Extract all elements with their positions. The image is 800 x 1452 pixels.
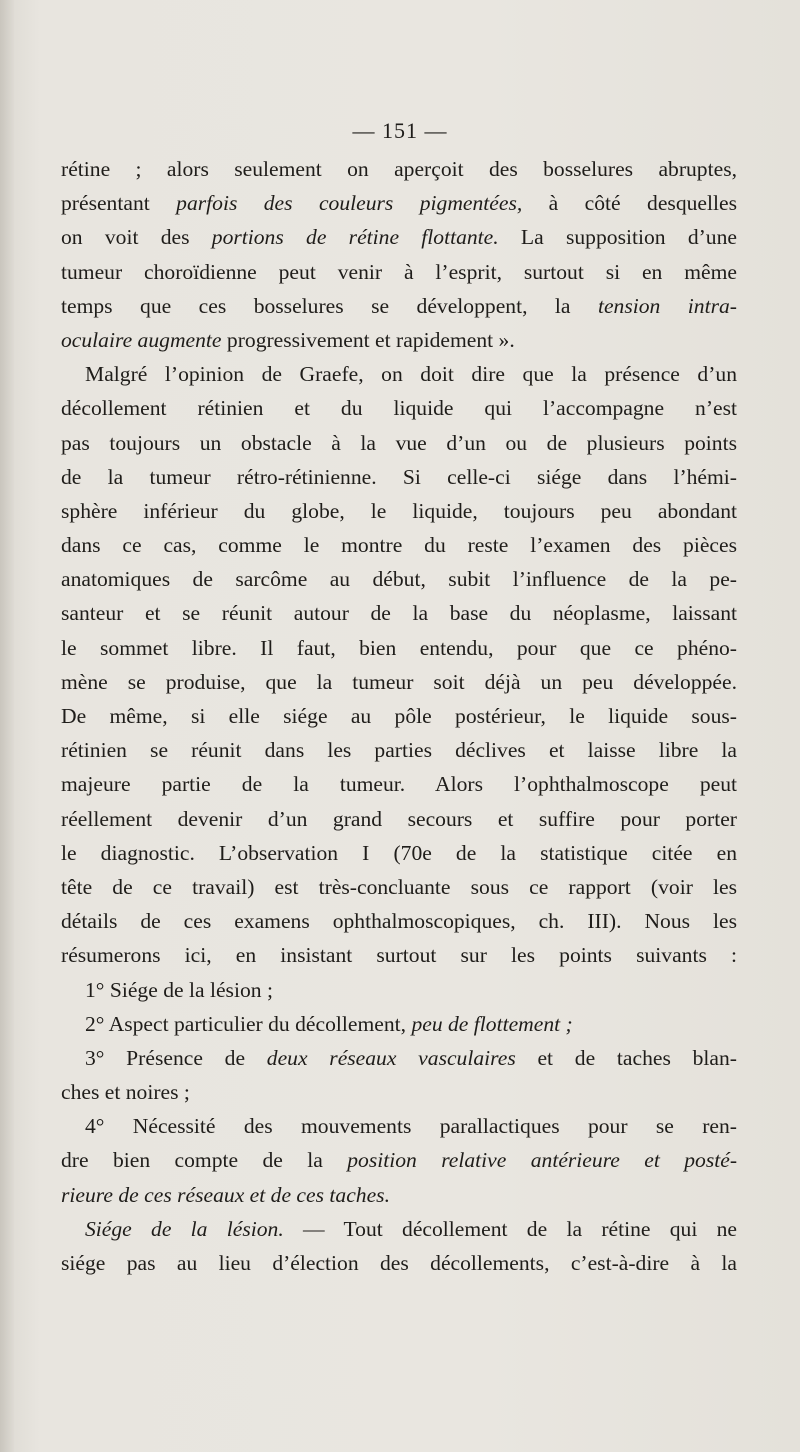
text-run: tête de ce travail) est très-concluante sous ce rapport (voir les	[61, 874, 737, 899]
text-line	[61, 1143, 737, 1177]
text-run: décollement rétinien et du liquide qui l’accompagne n’est	[61, 396, 737, 421]
text-line	[61, 802, 737, 836]
text-run: 4° Nécessité des mouvements parallactiques pour se ren-	[85, 1114, 737, 1139]
text-line	[61, 1246, 737, 1280]
text-line	[61, 938, 737, 972]
text-run: tumeur choroïdienne peut venir à l’esprit, surtout si en même	[61, 259, 737, 284]
text-line	[61, 391, 737, 425]
italic-text: parfois des couleurs pigmentées,	[176, 191, 523, 216]
text-run: La supposition d’une	[498, 225, 737, 250]
text-line	[61, 1075, 737, 1109]
text-run: Malgré l’opinion de Graefe, on doit dire que la présence d’un	[85, 362, 737, 387]
text-run: 1° Siége de la lésion ;	[85, 977, 273, 1002]
text-line	[61, 460, 737, 494]
text-run: réellement devenir d’un grand secours et suffire pour porter	[61, 806, 737, 831]
text-line	[61, 1007, 737, 1041]
text-run: mène se produise, que la tumeur soit déjà un peu développée.	[61, 669, 737, 694]
text-line	[61, 186, 737, 220]
text-line	[61, 1212, 737, 1246]
text-line	[61, 323, 737, 357]
italic-text: rieure de ces réseaux et de ces taches.	[61, 1182, 390, 1207]
text-run: santeur et se réunit autour de la base du néoplasme, laissant	[61, 601, 737, 626]
text-run: le diagnostic. L’observation I (70e de la statistique citée en	[61, 840, 737, 865]
italic-text: position relative antérieure et posté-	[347, 1148, 738, 1173]
text-run: ches et noires ;	[61, 1080, 190, 1105]
text-line	[61, 665, 737, 699]
text-line	[61, 733, 737, 767]
text-line	[61, 596, 737, 630]
text-line	[61, 255, 737, 289]
text-line	[61, 870, 737, 904]
text-run: présentant	[61, 191, 177, 216]
body-text	[61, 152, 737, 1280]
italic-text: Siége de la lésion.	[85, 1216, 284, 1241]
text-line	[61, 904, 737, 938]
italic-text: portions de rétine flottante.	[211, 225, 499, 250]
italic-text: oculaire augmente	[61, 327, 222, 352]
text-run: le sommet libre. Il faut, bien entendu, pour que ce phéno-	[61, 635, 737, 660]
text-run: — Tout décollement de la rétine qui ne	[283, 1216, 737, 1241]
text-run: siége pas au lieu d’élection des décollements, c’est-à-dire à la	[61, 1251, 737, 1275]
text-run: 2° Aspect particulier du décollement,	[85, 1011, 412, 1036]
text-run: anatomiques de sarcôme au début, subit l’influence de la pe-	[61, 567, 737, 592]
text-run: pas toujours un obstacle à la vue d’un ou de plusieurs points	[61, 430, 737, 455]
text-line	[61, 426, 737, 460]
text-line	[61, 289, 737, 323]
text-line	[61, 152, 737, 186]
italic-text: deux réseaux vasculaires	[266, 1045, 516, 1070]
text-run: majeure partie de la tumeur. Alors l’ophthalmoscope peut	[61, 772, 737, 797]
text-line	[61, 836, 737, 870]
text-run: De même, si elle siége au pôle postérieur, le liquide sous-	[61, 704, 737, 728]
text-run: temps que ces bosselures se développent, la	[61, 293, 598, 318]
text-run: rétine ; alors seulement on aperçoit des bosselures abruptes,	[61, 157, 737, 181]
text-line	[61, 631, 737, 665]
text-line	[61, 767, 737, 801]
text-line	[61, 494, 737, 528]
text-run: à côté desquelles	[522, 191, 737, 216]
text-run: et de taches blan-	[515, 1045, 737, 1070]
text-line	[61, 357, 737, 391]
text-line	[61, 562, 737, 596]
text-run: rétinien se réunit dans les parties déclives et laisse libre la	[61, 738, 737, 763]
text-run: progressivement et rapidement ».	[221, 327, 515, 352]
italic-text: tension intra-	[597, 293, 737, 318]
page-number: — 151 —	[352, 118, 448, 143]
text-run: 3° Présence de	[85, 1045, 267, 1070]
italic-text: peu de flottement ;	[411, 1011, 573, 1036]
text-line	[61, 973, 737, 1007]
text-run: dans ce cas, comme le montre du reste l’examen des pièces	[61, 533, 737, 558]
text-run: résumerons ici, en insistant surtout sur les points suivants :	[61, 943, 737, 968]
text-run: sphère inférieur du globe, le liquide, toujours peu abondant	[61, 498, 737, 523]
text-run: de la tumeur rétro-rétinienne. Si celle-ci siége dans l’hémi-	[61, 464, 737, 489]
text-line	[61, 699, 737, 733]
text-line	[61, 1041, 737, 1075]
page-binding-edge	[0, 0, 14, 1452]
text-run: dre bien compte de la	[61, 1148, 348, 1173]
text-line	[61, 528, 737, 562]
text-line	[61, 1178, 737, 1212]
text-line	[61, 220, 737, 254]
text-run: on voit des	[61, 225, 212, 250]
text-run: détails de ces examens ophthalmoscopiques, ch. III). Nous les	[61, 909, 737, 934]
text-line	[61, 1109, 737, 1143]
